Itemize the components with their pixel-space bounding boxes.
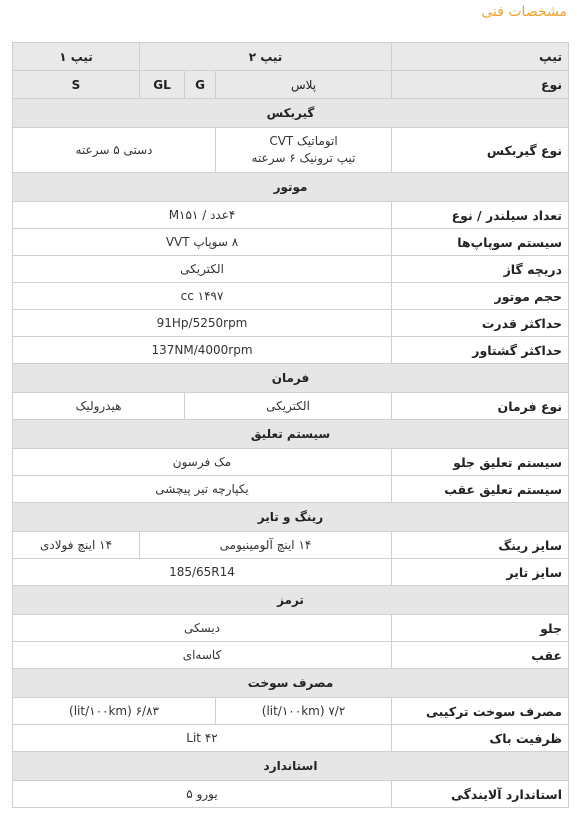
emission-value: یورو ۵ (13, 781, 392, 808)
brake-rear-label: عقب (392, 642, 569, 669)
row-label: حداکثر گشتاور (392, 337, 569, 364)
gearbox-auto-line2: تیپ ترونیک ۶ سرعته (251, 151, 356, 165)
gearbox-auto-cell (216, 128, 392, 173)
fuel-combined-label: مصرف سوخت ترکیبی (392, 698, 569, 725)
section-title: فرمان (13, 364, 569, 393)
section-title: موتور (13, 173, 569, 202)
header-row-tip (13, 43, 569, 71)
table-row (13, 393, 569, 420)
brake-front: دیسکی (13, 615, 392, 642)
tip-label: تیپ (392, 43, 569, 71)
table-row (13, 337, 569, 364)
section-engine (13, 173, 569, 202)
emission-label: استاندارد آلایندگی (392, 781, 569, 808)
plus-header: پلاس (216, 71, 392, 99)
s-header: S (13, 71, 140, 99)
fuel-tank: Lit ۴۲ (13, 725, 392, 752)
section-title: گیربکس (13, 99, 569, 128)
section-title: استاندارد (13, 752, 569, 781)
section-title: ترمز (13, 586, 569, 615)
table-row (13, 698, 569, 725)
row-value: الکتریکی (13, 256, 392, 283)
fuel-tank-label: ظرفیت باک (392, 725, 569, 752)
brake-front-label: جلو (392, 615, 569, 642)
suspension-front-label: سیستم تعلیق جلو (392, 449, 569, 476)
table-row (13, 310, 569, 337)
suspension-front: مک فرسون (13, 449, 392, 476)
type-label: نوع (392, 71, 569, 99)
table-row (13, 781, 569, 808)
fuel-combined-auto: ۷/۲ (lit/۱۰۰km) (216, 698, 392, 725)
rim-steel: ۱۴ اینچ فولادی (13, 532, 140, 559)
suspension-rear: یکپارچه تیر پیچشی (13, 476, 392, 503)
section-standard (13, 752, 569, 781)
row-label: تعداد سیلندر / نوع (392, 202, 569, 229)
table-row (13, 559, 569, 586)
gearbox-type-label: نوع گیربکس (392, 128, 569, 173)
row-label: حجم موتور (392, 283, 569, 310)
table-row (13, 642, 569, 669)
spec-table (12, 42, 569, 808)
g-header: G (185, 71, 216, 99)
section-suspension (13, 420, 569, 449)
section-wheels (13, 503, 569, 532)
section-gearbox (13, 99, 569, 128)
section-title: سیستم تعلیق (13, 420, 569, 449)
page-title: مشخصات فنی (481, 4, 567, 20)
section-title: رینگ و تایر (13, 503, 569, 532)
tip2-header: تیپ ۲ (140, 43, 392, 71)
section-title: مصرف سوخت (13, 669, 569, 698)
table-row (13, 476, 569, 503)
gearbox-manual: دستی ۵ سرعته (13, 128, 216, 173)
row-label: سیستم سوپاپ‌ها (392, 229, 569, 256)
suspension-rear-label: سیستم تعلیق عقب (392, 476, 569, 503)
rim-alloy: ۱۴ اینچ آلومینیومی (140, 532, 392, 559)
brake-rear: کاسه‌ای (13, 642, 392, 669)
steering-type-label: نوع فرمان (392, 393, 569, 420)
row-value: ۸ سوپاپ VVT (13, 229, 392, 256)
tire-label: سایز تایر (392, 559, 569, 586)
header-row-type (13, 71, 569, 99)
gl-header: GL (140, 71, 185, 99)
tire-value: 185/65R14 (13, 559, 392, 586)
rim-label: سایز رینگ (392, 532, 569, 559)
row-value: 91Hp/5250rpm (13, 310, 392, 337)
steering-hydraulic: هیدرولیک (13, 393, 185, 420)
tip1-header: تیپ ۱ (13, 43, 140, 71)
table-row (13, 283, 569, 310)
table-row (13, 615, 569, 642)
row-label: حداکثر قدرت (392, 310, 569, 337)
table-row (13, 532, 569, 559)
table-row (13, 449, 569, 476)
table-row (13, 128, 569, 173)
row-label: دریچه گاز (392, 256, 569, 283)
gearbox-auto-line1: اتوماتیک CVT (269, 134, 338, 148)
row-value: ۴عدد / M۱۵۱ (13, 202, 392, 229)
row-value: cc ۱۴۹۷ (13, 283, 392, 310)
table-row (13, 256, 569, 283)
steering-electric: الکتریکی (185, 393, 392, 420)
section-brakes (13, 586, 569, 615)
table-row (13, 202, 569, 229)
table-row (13, 725, 569, 752)
row-value: 137NM/4000rpm (13, 337, 392, 364)
table-row (13, 229, 569, 256)
section-steering (13, 364, 569, 393)
fuel-combined-manual: ۶/۸۳ (lit/۱۰۰km) (13, 698, 216, 725)
section-fuel (13, 669, 569, 698)
